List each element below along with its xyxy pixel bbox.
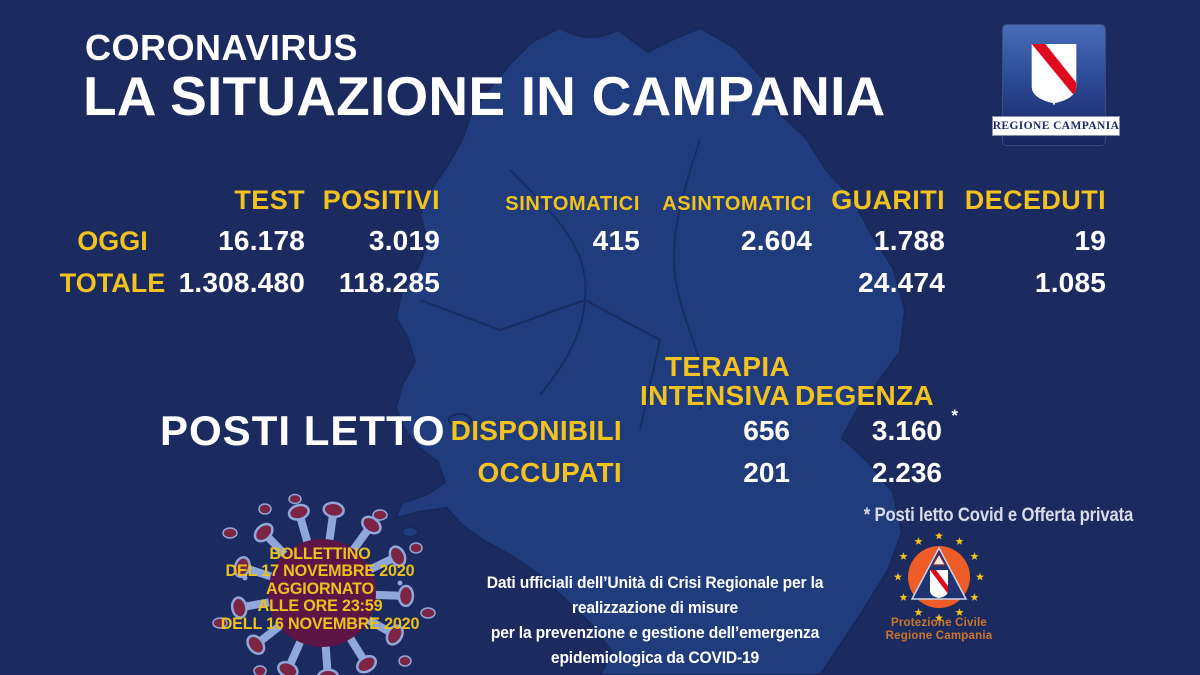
beds-row-occupati-label: OCCUPATI [477,457,622,488]
beds-corner-cell [370,346,622,410]
stat-oggi-sintomatici: 415 [592,225,640,256]
regione-campania-banner [992,116,1120,136]
col-header-guariti: GUARITI [831,185,945,215]
bulletin-line-3: AGGIORNATO [266,578,374,598]
col-header-deceduti: DECEDUTI [964,185,1106,215]
beds-header-terapia-intensiva [622,346,790,410]
bulletin-line-5: DELL 16 NOVEMBRE 2020 [220,613,420,633]
stat-oggi-guariti: 1.788 [873,225,945,256]
beds-disponibili-degenza [790,406,958,452]
beds-header-intensiva: INTENSIVA [640,380,790,411]
col-header-sintomatici: SINTOMATICI [505,193,640,215]
page-title: LA SITUAZIONE IN CAMPANIA [83,65,886,127]
source-note-line-1: Dati ufficiali dell’Unità di Crisi Regionale per la realizzazione di misure [486,573,824,617]
bulletin-line-4: ALLE ORE 23:59 [257,596,383,616]
stat-totale-deceduti: 1.085 [1034,267,1106,298]
beds-disponibili-degenza-value: 3.160 [871,415,942,446]
col-header-asintomatici: ASINTOMATICI [662,193,812,215]
stat-totale-guariti: 24.474 [858,267,945,298]
stat-oggi-positivi: 3.019 [368,225,440,256]
bulletin-line-2: DEL 17 NOVEMBRE 2020 [225,561,415,581]
beds-table [370,346,958,494]
beds-section-title: POSTI LETTO [160,407,446,454]
protezione-civile-line-1: Protezione Civile [890,617,988,629]
beds-degenza-asterisk: * [951,406,958,425]
page-supertitle: CORONAVIRUS [85,27,358,68]
col-header-positivi: POSITIVI [322,185,440,215]
beds-occupati-terapia-intensiva: 201 [743,457,790,488]
campania-shield-icon [1028,42,1080,108]
stat-totale-positivi: 118.285 [338,267,440,298]
stat-totale-test: 1.308.480 [178,267,305,298]
stat-totale-asintomatici [640,262,812,304]
protezione-civile-emblem [893,533,985,625]
protezione-civile-caption [865,617,1013,642]
beds-occupati-degenza-value: 2.236 [871,457,942,488]
stat-oggi-asintomatici: 2.604 [740,225,812,256]
protezione-civile-line-2: Regione Campania [885,629,993,642]
stat-oggi-deceduti: 19 [1074,225,1106,256]
stat-oggi-test: 16.178 [218,225,305,256]
beds-row-disponibili-label: DISPONIBILI [450,415,622,446]
beds-header-degenza: DEGENZA [795,380,934,411]
beds-header-terapia: TERAPIA [665,351,790,382]
col-header-test: TEST [234,185,305,215]
row-header-oggi: OGGI [77,225,148,256]
beds-disponibili-terapia-intensiva: 656 [743,415,790,446]
regione-campania-banner-label: REGIONE CAMPANIA [992,120,1120,132]
stat-totale-sintomatici [440,262,640,304]
stats-corner-cell [60,186,165,220]
official-source-note [439,570,871,670]
beds-occupati-degenza [790,452,942,494]
stats-table [60,186,1106,304]
row-header-totale: TOTALE [59,267,166,298]
beds-footnote: * Posti letto Covid e Offerta privata [863,505,1133,526]
bulletin-line-1: BOLLETTINO [269,544,371,563]
source-note-line-2: per la prevenzione e gestione dell’emergenza epidemiologica da COVID-19 [490,623,820,667]
bulletin-date-block [197,545,444,632]
